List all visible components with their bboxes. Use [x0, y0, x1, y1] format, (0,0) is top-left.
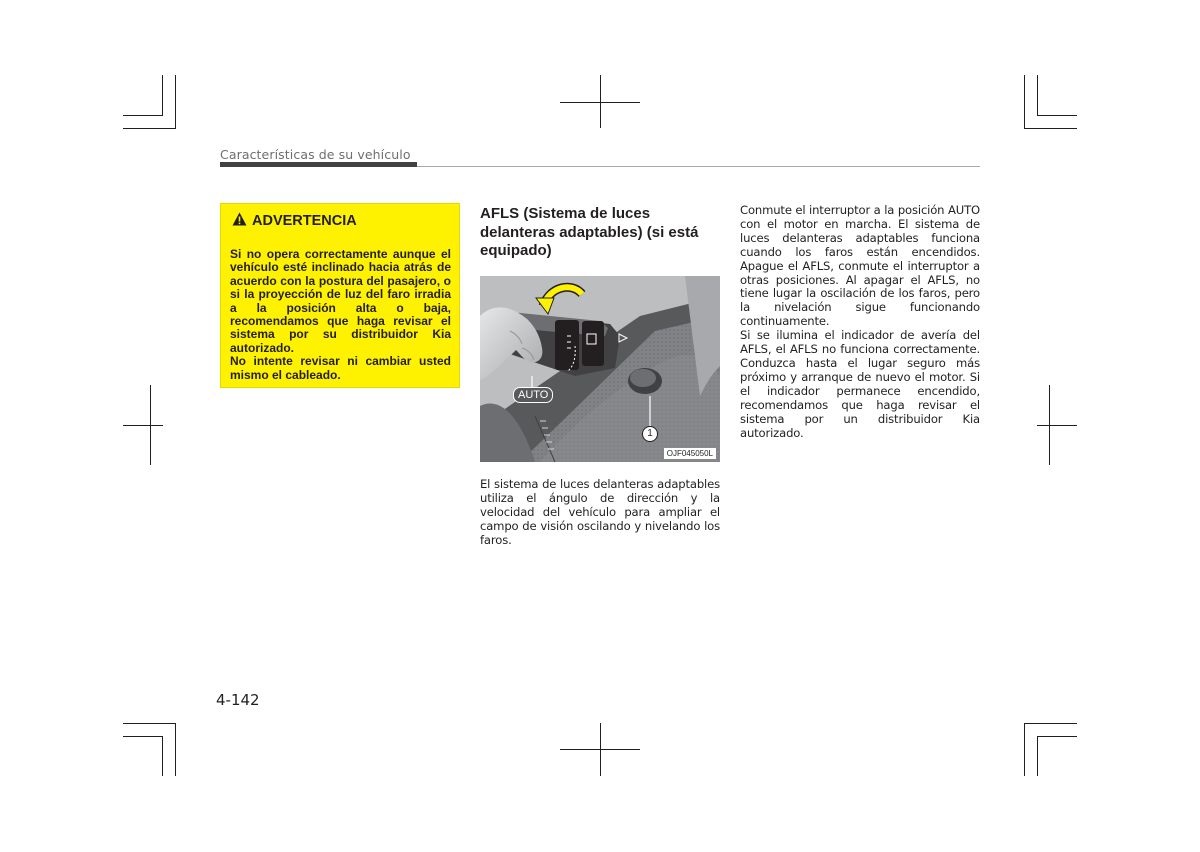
- crop-mark: [1024, 128, 1077, 129]
- crop-mark: [600, 723, 601, 776]
- afls-switch-figure: [480, 276, 720, 462]
- crop-mark: [123, 736, 163, 737]
- section-intro: [480, 478, 720, 548]
- header-rule: [417, 166, 980, 167]
- body-paragraph: Si se ilumina el indicador de avería del AFLS, el AFLS no funciona correctamente. Conduzca hasta el lugar seguro más próximo y arranque de nuevo el motor. Si el indicador permanece encendido, recomendamos que haga revisar el sistema por un distribuidor Kia autorizado.: [740, 328, 980, 440]
- crop-mark: [123, 723, 176, 724]
- callout-number: 1: [642, 426, 658, 442]
- crop-mark: [600, 75, 601, 128]
- warning-box: [220, 203, 460, 388]
- crop-mark: [1049, 385, 1050, 465]
- warning-body: [230, 248, 451, 382]
- body-paragraph: Conmute el interruptor a la posición AUTO con el motor en marcha. El sistema de luces delanteras adaptables funciona cuando los faros están encendidos. Apague el AFLS, conmute el interruptor a otras posiciones. Al apagar el AFLS, no tiene lugar la oscilación de los faros, pero la nivelación sigue funcionando continuamente.: [740, 203, 980, 329]
- crop-mark: [123, 128, 176, 129]
- crop-mark: [1037, 115, 1077, 116]
- auto-position-label: AUTO: [513, 387, 553, 403]
- crop-mark: [162, 736, 163, 776]
- page-number: 4-142: [216, 691, 260, 709]
- body-paragraph: El sistema de luces delanteras adaptables utiliza el ángulo de dirección y la velocidad del vehículo para ampliar el campo de visión oscilando y nivelando los faros.: [480, 477, 720, 547]
- warning-triangle-icon: [232, 212, 247, 230]
- crop-mark: [1024, 723, 1077, 724]
- crop-mark: [1024, 723, 1025, 776]
- crop-mark: [175, 75, 176, 129]
- crop-mark: [175, 723, 176, 776]
- crop-mark: [150, 385, 151, 465]
- crop-mark: [1037, 425, 1077, 426]
- right-column-text: [740, 204, 980, 440]
- crop-mark: [123, 425, 163, 426]
- section-heading: AFLS (Sistema de luces delanteras adaptables) (si está equipado): [480, 205, 699, 259]
- warning-paragraph: No intente revisar ni cambiar usted mismo el cableado.: [230, 354, 451, 382]
- warning-paragraph: Si no opera correctamente aunque el vehículo esté inclinado hacia atrás de acuerdo con la postura del pasajero, o si la proyección de luz del faro irradia a la posición alta o baja, recomendamos que haga revisar el sistema por su distribuidor Kia autorizado.: [230, 247, 451, 355]
- warning-title-text: ADVERTENCIA: [252, 213, 357, 229]
- section-header: Características de su vehículo: [220, 147, 411, 162]
- crop-mark: [1037, 736, 1038, 776]
- header-rule: [220, 162, 417, 167]
- crop-mark: [1037, 75, 1038, 115]
- switch-illustration: [480, 276, 720, 462]
- warning-title: [232, 212, 451, 230]
- figure-code: OJF045050L: [664, 448, 716, 459]
- crop-mark: [1037, 736, 1077, 737]
- crop-mark: [162, 75, 163, 115]
- crop-mark: [1024, 75, 1025, 129]
- crop-mark: [123, 115, 163, 116]
